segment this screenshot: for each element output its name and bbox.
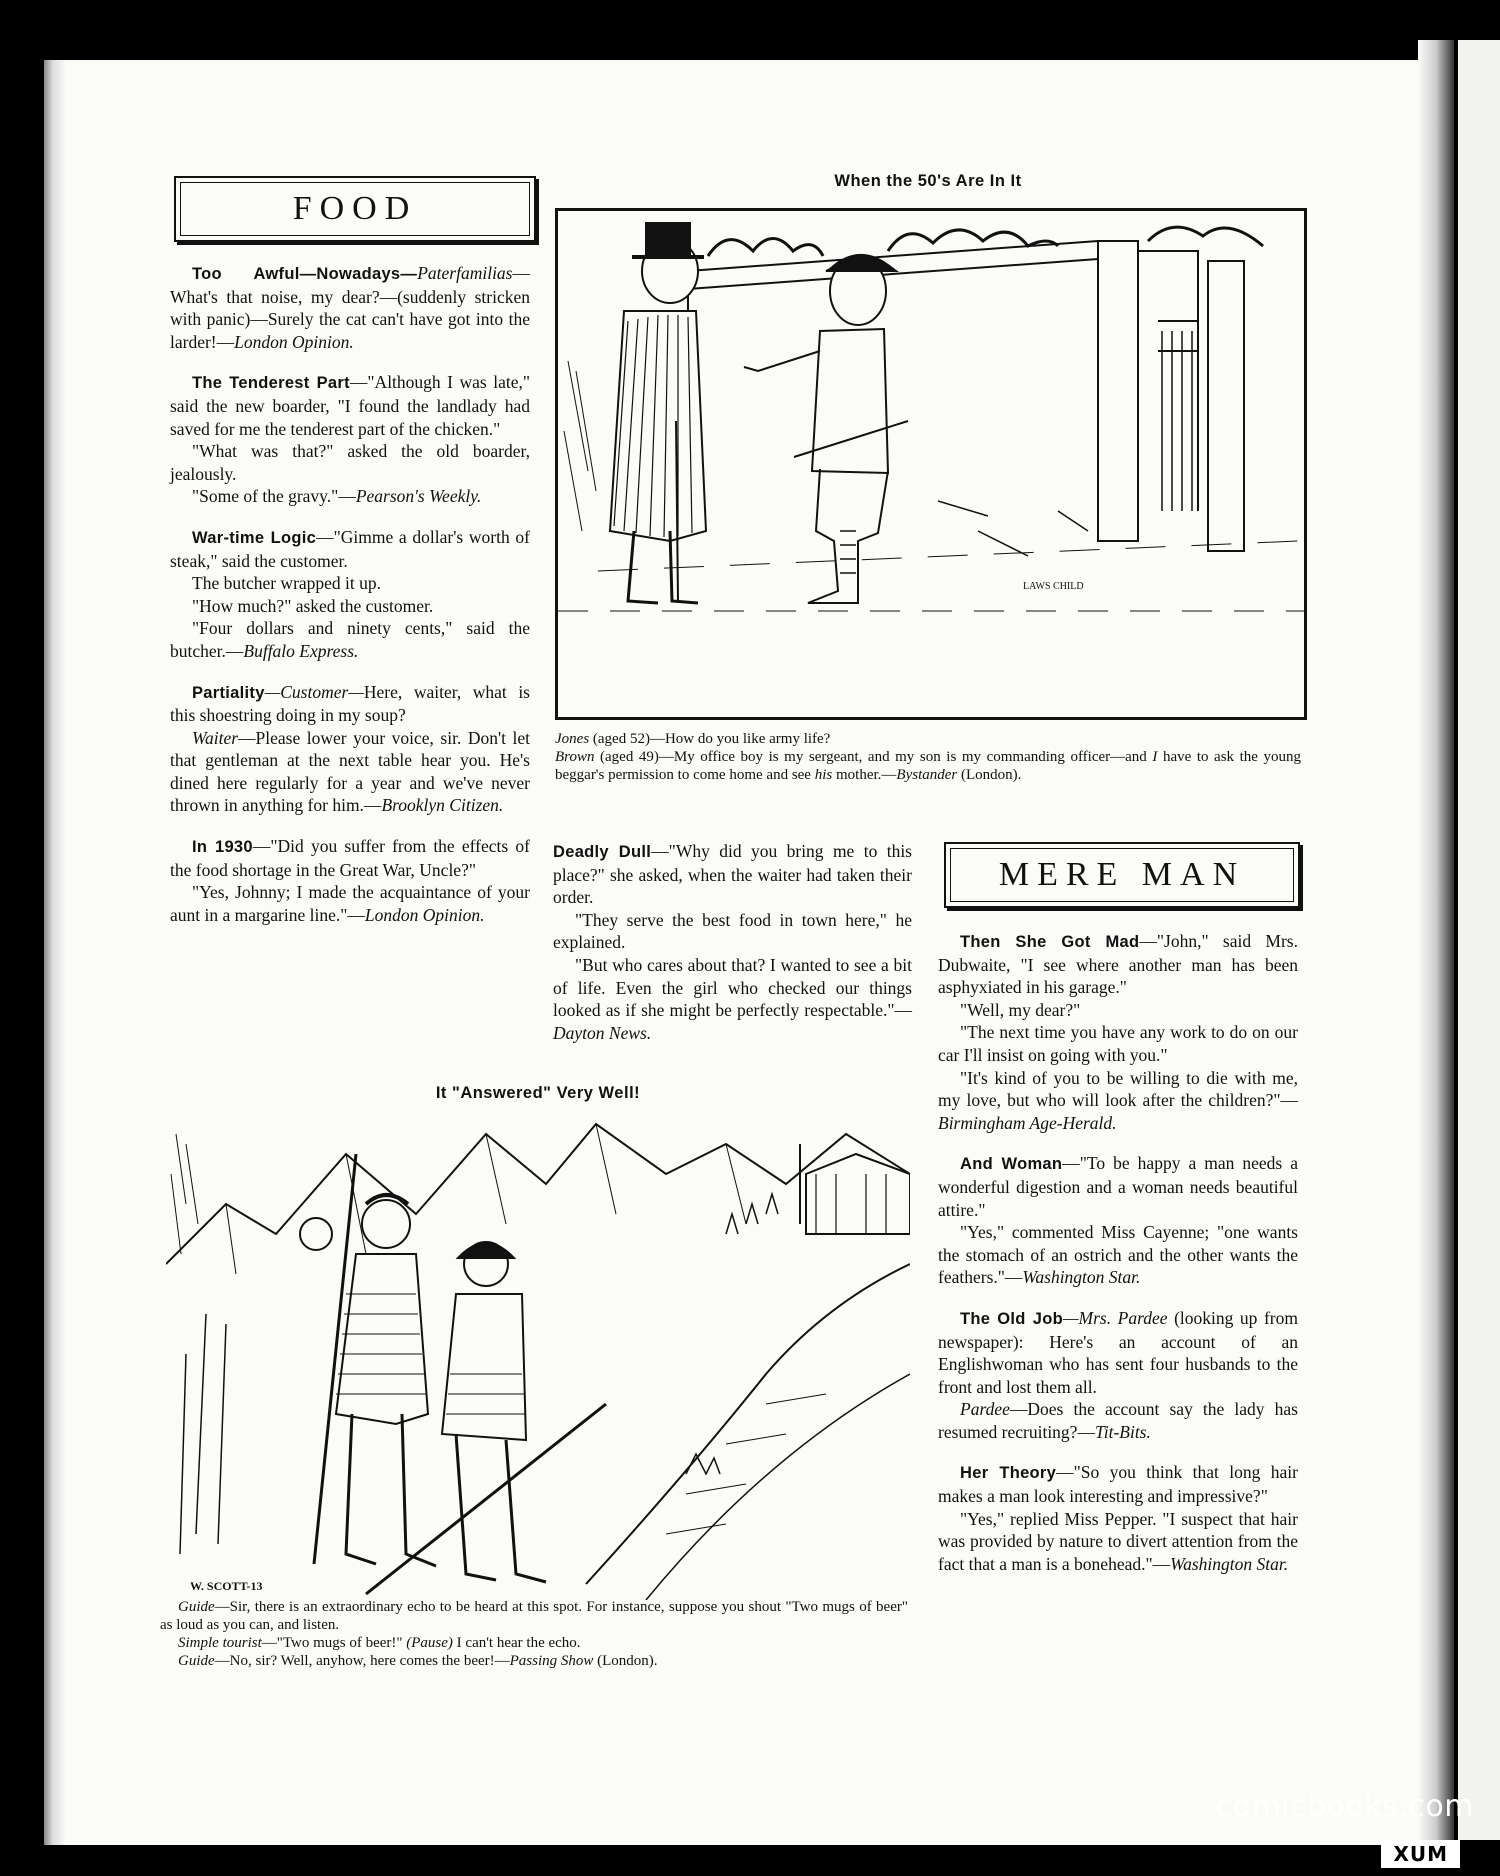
article-then-she-got-mad: Then She Got Mad—"John," said Mrs. Dubwaite, "I see where another man has been asphyxiated in his garage."	[938, 931, 1298, 998]
paragraph: "Four dollars and ninety cents," said the butcher.—Buffalo Express.	[170, 618, 530, 661]
cartoon-title-50s: When the 50's Are In It	[834, 172, 1022, 190]
paragraph: Pardee—Does the account say the lady has resumed recruiting?—Tit-Bits.	[938, 1399, 1298, 1442]
paragraph: "What was that?" asked the old boarder, jealously.	[170, 441, 530, 484]
article-in-1930: In 1930—"Did you suffer from the effects of the food shortage in the Great War, Uncle?"	[170, 836, 530, 880]
cartoon-frame-echo	[166, 1114, 910, 1600]
paragraph: "But who cares about that? I wanted to see a bit of life. Even the girl who checked our things looked as if she might be perfectly respectable."—Dayton News.	[553, 954, 912, 1043]
mere-man-section-title: MERE MAN	[998, 856, 1246, 893]
next-page-edge	[1458, 40, 1500, 1840]
paragraph: "Well, my dear?"	[960, 999, 1081, 1020]
article-tenderest-part: The Tenderest Part—"Although I was late," said the new boarder, "I found the landlady had saved for me the tenderest part of the chicken."	[170, 372, 531, 439]
caption-line: Guide—Sir, there is an extraordinary echo to be heard at this spot. For instance, suppose you shout "Two mugs of beer" as loud as you can, and listen.	[160, 1599, 908, 1633]
cartoon-title-echo: It "Answered" Very Well!	[435, 1084, 641, 1102]
caption-line: Brown (aged 49)—My office boy is my sergeant, and my son is my commanding officer—and I have to ask the young beggar's permission to come home and see his mother.—Bystander (London).	[555, 749, 1301, 783]
paragraph: Deadly Dull—"Why did you bring me to this place?" she asked, when the waiter had taken their order.	[553, 841, 912, 908]
archive-badge: XUM	[1381, 1840, 1460, 1868]
caption-line: Simple tourist—"Two mugs of beer!" (Pause) I can't hear the echo.	[178, 1635, 581, 1651]
mere-man-section-header	[944, 842, 1300, 908]
cartoon-signature-scott: W. SCOTT-13	[190, 1579, 263, 1593]
paragraph: "Yes, Johnny; I made the acquaintance of your aunt in a margarine line."—London Opinion.	[170, 882, 530, 925]
paragraph: Waiter—Please lower your voice, sir. Don't let that gentleman at the next table hear you. He's dined here regularly for a year and we've never thrown in anything for him.—Brooklyn Citizen.	[170, 727, 530, 816]
paragraph: The butcher wrapped it up.	[192, 573, 382, 594]
cartoon-frame-army	[555, 208, 1307, 720]
echo-cartoon-illustration	[166, 1114, 910, 1600]
article-and-woman: And Woman—"To be happy a man needs a wonderful digestion and a woman needs beautiful attire."	[938, 1153, 1299, 1220]
cartoon-caption-echo	[160, 1598, 908, 1670]
paragraph: "Yes," commented Miss Cayenne; "one wants the stomach of an ostrich and the other wants the feathers."—Washington Star.	[938, 1222, 1298, 1288]
food-section-title: FOOD	[292, 190, 418, 227]
article-deadly-dull	[553, 840, 912, 1044]
mere-man-column	[938, 930, 1298, 1575]
article-partiality: Partiality—Customer—Here, waiter, what is this shoestring doing in my soup?	[170, 681, 530, 726]
article-too-awful: Too Awful—Nowadays—Paterfamilias—What's that noise, my dear?—(suddenly stricken with panic)—Surely the cat can't have got into the larder!—London Opinion.	[170, 263, 530, 352]
cartoon-caption-army	[555, 730, 1301, 784]
food-column	[170, 262, 530, 926]
paragraph: "Some of the gravy."—Pearson's Weekly.	[192, 486, 482, 507]
paragraph: "They serve the best food in town here," he explained.	[553, 909, 912, 953]
article-her-theory: Her Theory—"So you think that long hair makes a man look interesting and impressive?"	[938, 1462, 1298, 1507]
article-the-old-job: The Old Job—Mrs. Pardee (looking up from newspaper): Here's an account of an Englishwoman who has sent four husbands to the front and lost them all.	[938, 1307, 1298, 1397]
food-section-header	[174, 176, 536, 242]
caption-line: Guide—No, sir? Well, anyhow, here comes the beer!—Passing Show (London).	[178, 1653, 658, 1669]
paragraph: "Yes," replied Miss Pepper. "I suspect that hair was provided by nature to divert attention from the fact that a man is a bonehead."—Washington Star.	[938, 1508, 1298, 1574]
paragraph: "It's kind of you to be willing to die with me, my love, but who will look after the children?"—Birmingham Age-Herald.	[938, 1067, 1298, 1133]
paragraph: "The next time you have any work to do on our car I'll insist on going with you."	[938, 1022, 1298, 1065]
site-watermark: comicbooks.com	[1215, 1789, 1474, 1824]
page-gutter-right	[1418, 40, 1454, 1840]
army-cartoon-illustration	[558, 211, 1304, 717]
cartoon-signature-laws: LAWS CHILD	[1023, 581, 1084, 592]
page-gutter-left	[44, 60, 66, 1845]
caption-line: Jones (aged 52)—How do you like army life?	[555, 731, 831, 747]
paragraph: "How much?" asked the customer.	[192, 595, 434, 616]
article-war-time-logic: War-time Logic—"Gimme a dollar's worth of steak," said the customer.	[170, 526, 530, 571]
